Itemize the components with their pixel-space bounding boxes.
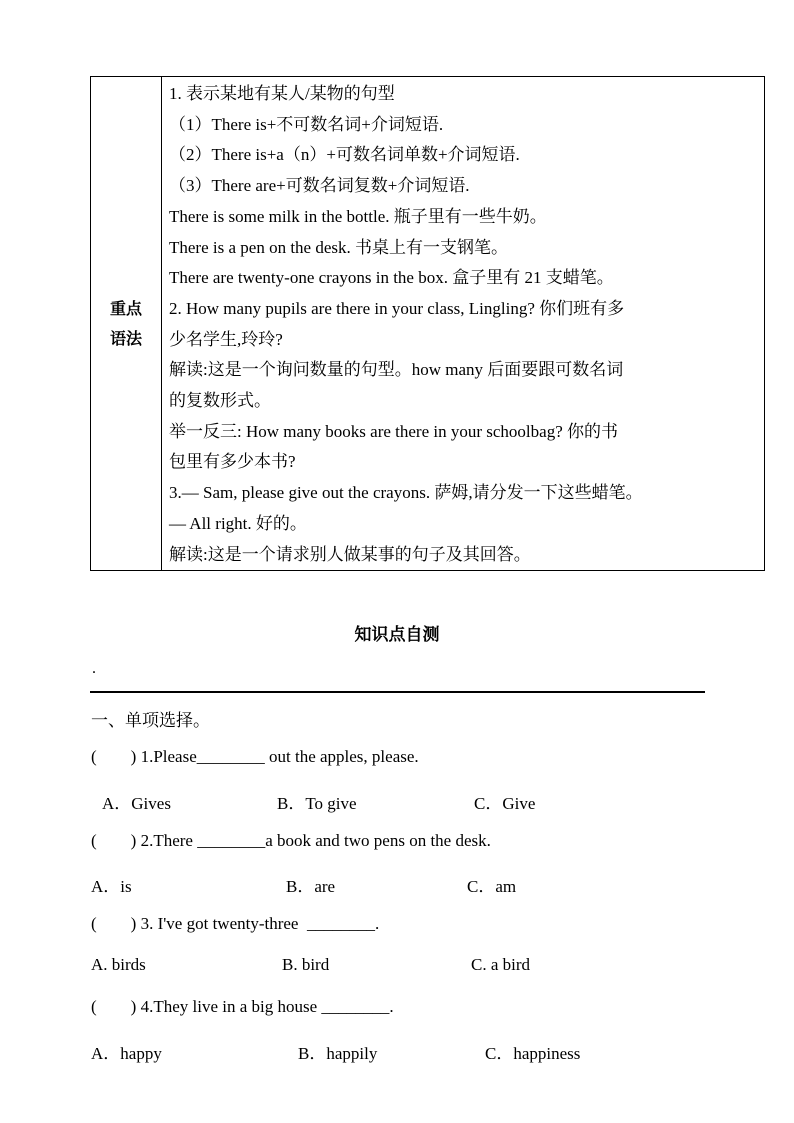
grammar-label-cell [91,77,162,571]
grammar-line: There is a pen on the desk. 书桌上有一支钢笔。 [169,237,508,257]
question-2-option-b[interactable]: B．are [286,877,336,896]
question-1-option-b[interactable]: B．To give [277,794,357,813]
question-4-option-a[interactable]: A．happy [91,1044,162,1063]
question-3-option-c[interactable]: C. a bird [471,955,531,974]
grammar-line: There are twenty-one crayons in the box. 盒子里有 21 支蜡笔。 [169,268,614,288]
grammar-line: — All right. 好的。 [169,513,307,533]
grammar-line: 的复数形式。 [169,391,271,411]
grammar-table [90,76,765,571]
grammar-line: （1）There is+不可数名词+介词短语. [169,114,444,134]
question-4-option-c[interactable]: C．happiness [485,1044,581,1063]
grammar-line: （3）There are+可数名词复数+介词短语. [169,176,470,196]
grammar-line: 3.— Sam, please give out the crayons. 萨姆,请分发一下这些蜡笔。 [169,483,643,503]
grammar-line: （2）There is+a（n）+可数名词单数+介词短语. [169,145,520,165]
grammar-line: 少名学生,玲玲? [169,329,283,349]
separator-dot: . [92,660,96,677]
question-1-stem: ( ) 1.Please________ out the apples, please. [91,747,419,766]
grammar-content-cell [162,77,765,571]
grammar-line: 2. How many pupils are there in your class, Lingling? 你们班有多 [169,298,625,318]
question-4-stem: ( ) 4.They live in a big house ________. [91,997,394,1016]
question-3-option-b[interactable]: B. bird [282,955,330,974]
question-3-option-a[interactable]: A. birds [91,955,146,974]
grammar-line: 举一反三: How many books are there in your schoolbag? 你的书 [169,421,618,441]
grammar-line: 解读:这是一个询问数量的句型。how many 后面要跟可数名词 [169,360,624,380]
question-4-option-b[interactable]: B．happily [298,1044,378,1063]
grammar-line: 解读:这是一个请求别人做某事的句子及其回答。 [169,544,531,564]
grammar-line: 包里有多少本书? [169,452,296,472]
question-1-option-a[interactable]: A．Gives [102,794,171,813]
grammar-line: 1. 表示某地有某人/某物的句型 [169,84,395,103]
grammar-label-line2: 语法 [109,328,142,348]
question-3-stem: ( ) 3. I've got twenty-three ________. [91,914,380,933]
grammar-line: There is some milk in the bottle. 瓶子里有一些牛奶。 [169,206,547,226]
self-test-title: 知识点自测 [354,625,440,645]
grammar-label-line1: 重点 [109,298,142,318]
question-2-stem: ( ) 2.There ________a book and two pens on the desk. [91,831,491,850]
question-1-option-c[interactable]: C．Give [474,794,536,813]
section-heading: 一、单项选择。 [91,711,210,730]
divider-rule [90,691,705,693]
question-2-option-c[interactable]: C．am [467,877,517,896]
question-2-option-a[interactable]: A．is [91,877,132,896]
